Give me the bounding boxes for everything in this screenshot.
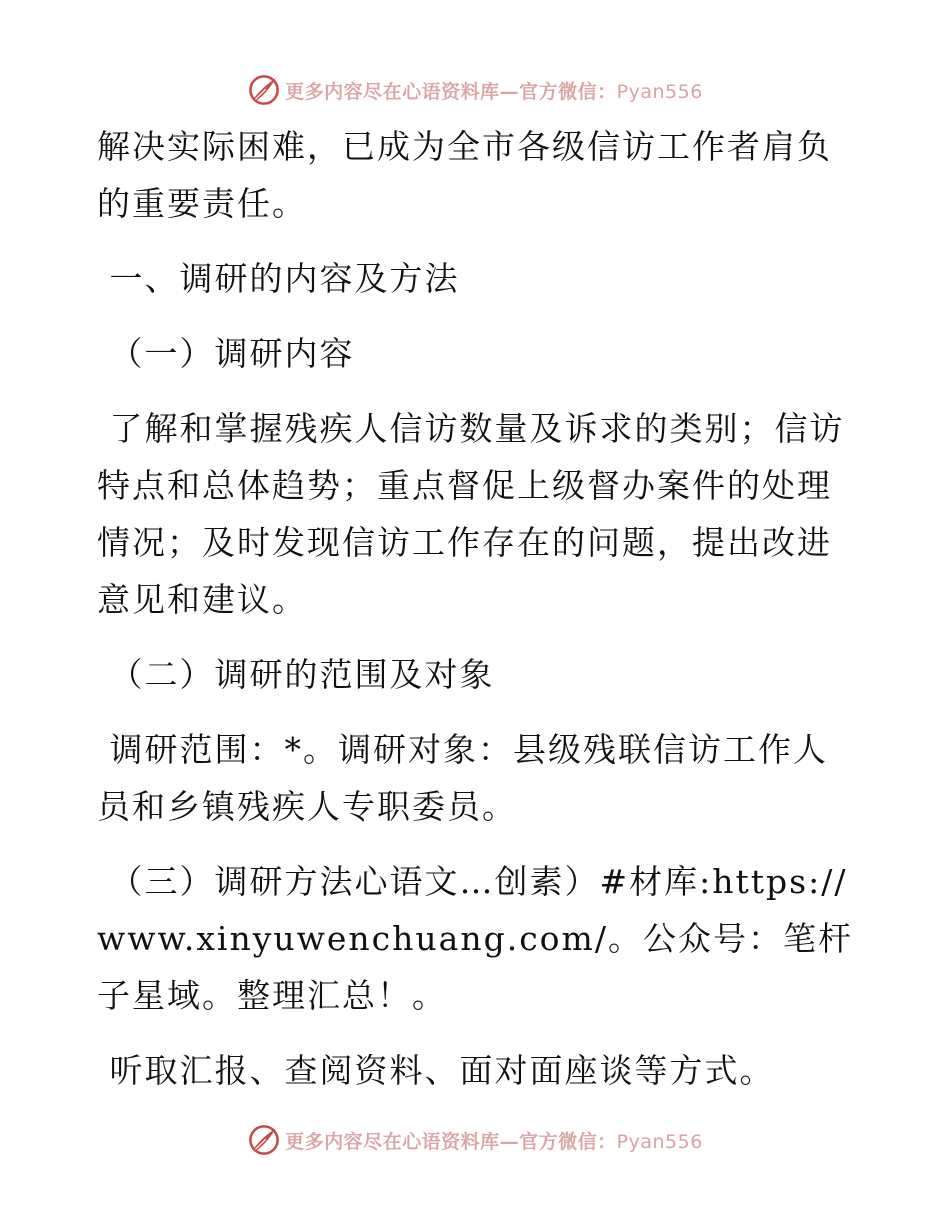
wechat-id: Pyan556 [616,1130,703,1153]
red-quill-logo-icon [247,73,281,107]
subsection-heading-3: （三）调研方法心语文…创素）#材库:https://www.xinyuwenchuang.com/。公众号：笔杆子星域。整理汇总！。 [97,862,853,1015]
footer-watermark [0,1120,950,1160]
header-watermark [0,70,950,110]
document-body [97,118,857,1099]
red-quill-logo-icon [247,1123,281,1157]
watermark-text: 更多内容尽在心语资料库—官方微信：Pyan556 [285,80,703,103]
subsection-heading-1: （一）调研内容 [97,334,355,373]
paragraph-method: 听取汇报、查阅资料、面对面座谈等方式。 [97,1051,775,1090]
paragraph-scope: 调研范围：*。调研对象：县级残联信访工作人员和乡镇残疾人专职委员。 [97,730,828,826]
subsection-heading-2: （二）调研的范围及对象 [97,655,495,694]
paragraph-1: 解决实际困难，已成为全市各级信访工作者肩负的重要责任。 [97,127,832,223]
section-heading-1: 一、调研的内容及方法 [97,259,460,298]
watermark-text: 更多内容尽在心语资料库—官方微信：Pyan556 [285,1130,703,1153]
wechat-id: Pyan556 [616,80,703,103]
paragraph-content: 了解和掌握残疾人信访数量及诉求的类别；信访特点和总体趋势；重点督促上级督办案件的处理情况；及时发现信访工作存在的问题，提出改进意见和建议。 [97,409,845,619]
